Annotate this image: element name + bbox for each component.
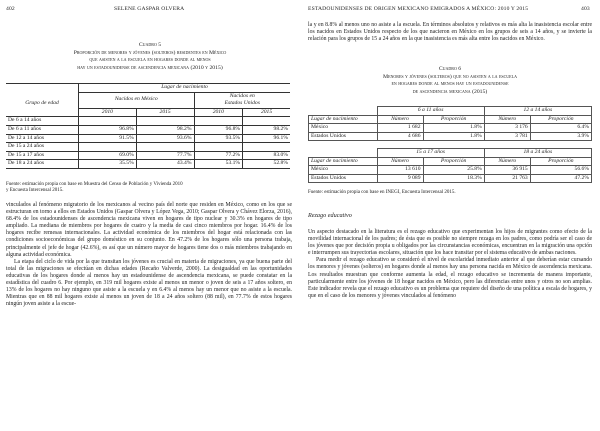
paragraph: Para medir el rezago educativo se consideró el nivel de escolaridad inmediato anterior al que deberían estar cursando los menores y jóvenes (solteros) en hogares donde al menos hay una persona nacida en México de ascendencia mexicana. Los resultados muestran que conforme aumenta la edad, el rezago educativo se incrementa de manera importante, particularmente entre los jóvenes de 18 hogar nacidos en México, pero las diferencias entre unos y otros no son amplias. Este indicador revela que el rezago educativo es un problema que requiere del diseño de una política a escala de hogares, y que en el caso de los menores y jóvenes vinculados al fenómeno [308, 257, 592, 299]
table6-title [300, 66, 600, 96]
cell: 21 763 [484, 174, 530, 183]
row-label: Estados Unidos [309, 174, 378, 183]
cell: 83.0% [243, 151, 290, 160]
cell [136, 117, 194, 126]
cell: 25.8% [423, 166, 484, 175]
row-label: México [309, 166, 378, 175]
table5-title-line1: Proporción de menores y jóvenes (solteros) residentes en México [73, 49, 227, 56]
cell: 93.6% [136, 134, 194, 143]
cell [79, 117, 137, 126]
row-label: De 15 a 17 años [6, 151, 79, 160]
cell: 91.5% [79, 134, 137, 143]
table5-col-usa-1: Nacidos en [194, 92, 290, 100]
cell: 9 089 [377, 174, 423, 183]
cell: 53.1% [194, 160, 243, 169]
cell: 96.1% [243, 134, 290, 143]
cell: 1.8% [423, 124, 484, 133]
table6-title-line3: de ascendencia mexicana (2015) [412, 88, 488, 95]
table-row [309, 124, 592, 133]
paragraph: La etapa del ciclo de vida por la que transitan los jóvenes es crucial en materia de migraciones, ya que buena parte del total de las migraciones se efectúan en dichas edades (Recaño Valverde, 2000). La desigualdad en las oportunidades educativas de los hogares donde al menos hay un estadounidense de ascendencia mexicana, se puede constatar en la estadística del cuadro 6. Por ejemplo, en 319 mil hogares existe al menos un menor o joven de seis a 17 años soltero, en 13% de los hogares no hay ninguno que asiste a la escuela y en 6.4% al menos hay un menor que no asiste a la escuela. Mientras que en 88 mil hogares existe al menos un joven de 18 a 24 años soltero (88 mil), en 77.7% de estos hogares ningún joven asiste a la escue- [6, 258, 292, 308]
col-header: Lugar de nacimiento [309, 157, 378, 166]
table-row [6, 125, 290, 134]
table6-block-2 [308, 148, 592, 183]
cell: 98.2% [136, 125, 194, 134]
left-body-text [6, 202, 292, 308]
table5-year: 2015 [136, 108, 194, 117]
right-body-text [308, 229, 592, 300]
cell: 52.8% [243, 160, 290, 169]
paragraph: la y en 8.8% al menos uno no asiste a la escuela. En términos absolutos y relativos es más alta la inasistencia escolar entre los nacidos en Estados Unidos respecto de los que nacieron en México en los grupos de seis a 14 años, y se invierte la relación para los grupos de 15 a 24 años en la que inasistencia es más alta entre los nacidos en México. [308, 22, 592, 43]
cell [243, 143, 290, 152]
cell: 77.2% [194, 151, 243, 160]
cell: 1 682 [377, 124, 423, 133]
cell: 3.9% [530, 132, 591, 141]
running-head: SELENE GASPAR OLVERA [114, 6, 185, 12]
table-row [6, 117, 290, 126]
col-header: Proporción [423, 115, 484, 124]
table6-label: Cuadro 6 [438, 66, 462, 72]
cell [79, 143, 137, 152]
cell: 1.8% [423, 132, 484, 141]
cell: 98.2% [243, 125, 290, 134]
table6-block-1 [308, 106, 592, 141]
table5-label: Cuadro 5 [138, 42, 162, 48]
table-row [309, 132, 592, 141]
col-header: Proporción [530, 115, 591, 124]
cell: 4 686 [377, 132, 423, 141]
cell: 77.7% [136, 151, 194, 160]
table-row [6, 143, 290, 152]
row-label: De 12 a 14 años [6, 134, 79, 143]
cell: 47.2% [530, 174, 591, 183]
page-number: 402 [6, 6, 15, 12]
cell: 93.5% [194, 134, 243, 143]
col-header: Número [377, 115, 423, 124]
col-header: Número [484, 157, 530, 166]
right-page [300, 0, 600, 431]
table5-source [6, 182, 294, 195]
table-row [6, 151, 290, 160]
col-header: Proporción [530, 157, 591, 166]
table5-group-header: Grupo de edad [6, 92, 79, 117]
table5-title-line2: que asisten a la escuela en hogares donde al menos [89, 57, 211, 64]
row-label: De 18 a 24 años [6, 160, 79, 169]
cell [243, 117, 290, 126]
col-header: Número [377, 157, 423, 166]
age-header: 15 a 17 años [377, 149, 484, 158]
table-row [6, 134, 290, 143]
paragraph: Un aspecto destacado en la literatura es el rezago educativo que experimentan los hijos de migrantes como efecto de la movilidad internacional de los padres; de ésta que es posible no siempre rezaga en los padres, como podría ser el caso de los jóvenes que por decisión propia u obligados por las circunstancias económicas, encuentran en la migración una opción e interrumpen sus trayectorias escolares, situación que los hace transitar por el sistema educativo de ambas naciones. [308, 229, 592, 257]
cell: 56.6% [530, 166, 591, 175]
table-row [309, 166, 592, 175]
age-header: 6 a 11 años [377, 107, 484, 116]
cell [194, 117, 243, 126]
table5 [6, 83, 290, 169]
cell: 3 176 [484, 124, 530, 133]
table5-span-header: Lugar de nacimiento [79, 84, 291, 93]
table5-col-mexico: Nacidos en México [79, 92, 195, 108]
col-header: Número [484, 115, 530, 124]
cell: 69.0% [79, 151, 137, 160]
cell: 96.8% [194, 125, 243, 134]
source-line: Fuente: estimación propia con base en Muestra del Censo de Población y Vivienda 2010 [6, 182, 183, 187]
table-row [309, 174, 592, 183]
cell: 36 915 [484, 166, 530, 175]
cell: 43.4% [136, 160, 194, 169]
table5-year: 2010 [194, 108, 243, 117]
row-label: De 6 a 11 años [6, 125, 79, 134]
section-heading: Rezago educativo [308, 212, 352, 219]
age-header: 18 a 24 años [484, 149, 591, 158]
table-row [6, 160, 290, 169]
cell: 3 781 [484, 132, 530, 141]
row-label: De 15 a 24 años [6, 143, 79, 152]
running-head: ESTADOUNIDENSES DE ORIGEN MEXICANO EMIGRADOS A MÉXICO: 2010 Y 2015 [308, 6, 529, 12]
page-number: 403 [581, 6, 590, 12]
right-intro-text [308, 22, 592, 43]
table5-year: 2010 [79, 108, 137, 117]
table5-title-line3: hay un estadounidense de ascendencia mexicana (2010 y 2015) [77, 64, 223, 71]
cell: 13 610 [377, 166, 423, 175]
col-header: Proporción [423, 157, 484, 166]
table5-year: 2015 [243, 108, 290, 117]
table6-source: Fuente: estimación propia con base en INEGI, Encuesta Intercensal 2015. [308, 190, 456, 195]
cell [194, 143, 243, 152]
paragraph: vinculados al fenómeno migratorio de los mexicanos al vecino país del norte que residen en México, como en los que se estructuran en torno a ellos en Estados Unidos (Gaspar Olvera y López Vega, 2010; Gaspar Olvera y Chávez Elorza, 2016), 68.4% de los estadounidenses de ascendencia mexicana viven en hogares de tipo nuclear y 30.3% en hogares de tipo ampliado. La mediana de miembros por hogares de cuatro y la media de casi cinco miembros por hogar. 16.4% de los hogares recibe remesas internacionales. La actividad económica de los miembros del hogar está relacionada con las condiciones socioeconómicas del grupo doméstico en su conjunto. En 47.2% de los hogares sólo una persona trabaja, principalmente el jefe de hogar (42.6%), es así que un número mayor de hogares tiene dos o más miembros trabajando en alguna actividad económica. [6, 202, 292, 258]
row-label: Estados Unidos [309, 132, 378, 141]
col-header: Lugar de nacimiento [309, 115, 378, 124]
cell: 96.8% [79, 125, 137, 134]
row-label: México [309, 124, 378, 133]
cell: 35.5% [79, 160, 137, 169]
source-line: y Encuesta Intercensal 2015. [6, 188, 64, 194]
cell: 18.3% [423, 174, 484, 183]
cell [136, 143, 194, 152]
table5-col-usa-2: Estados Unidos [194, 100, 290, 108]
row-label: De 6 a 14 años [6, 117, 79, 126]
table6-title-line1: Menores y jóvenes (solteros) que no asisten a la escuela [383, 73, 517, 80]
age-header: 12 a 14 años [484, 107, 591, 116]
cell: 6.4% [530, 124, 591, 133]
table6-title-line2: en hogares donde al menos hay un estadounidense [391, 81, 509, 88]
table5-title [0, 42, 300, 72]
